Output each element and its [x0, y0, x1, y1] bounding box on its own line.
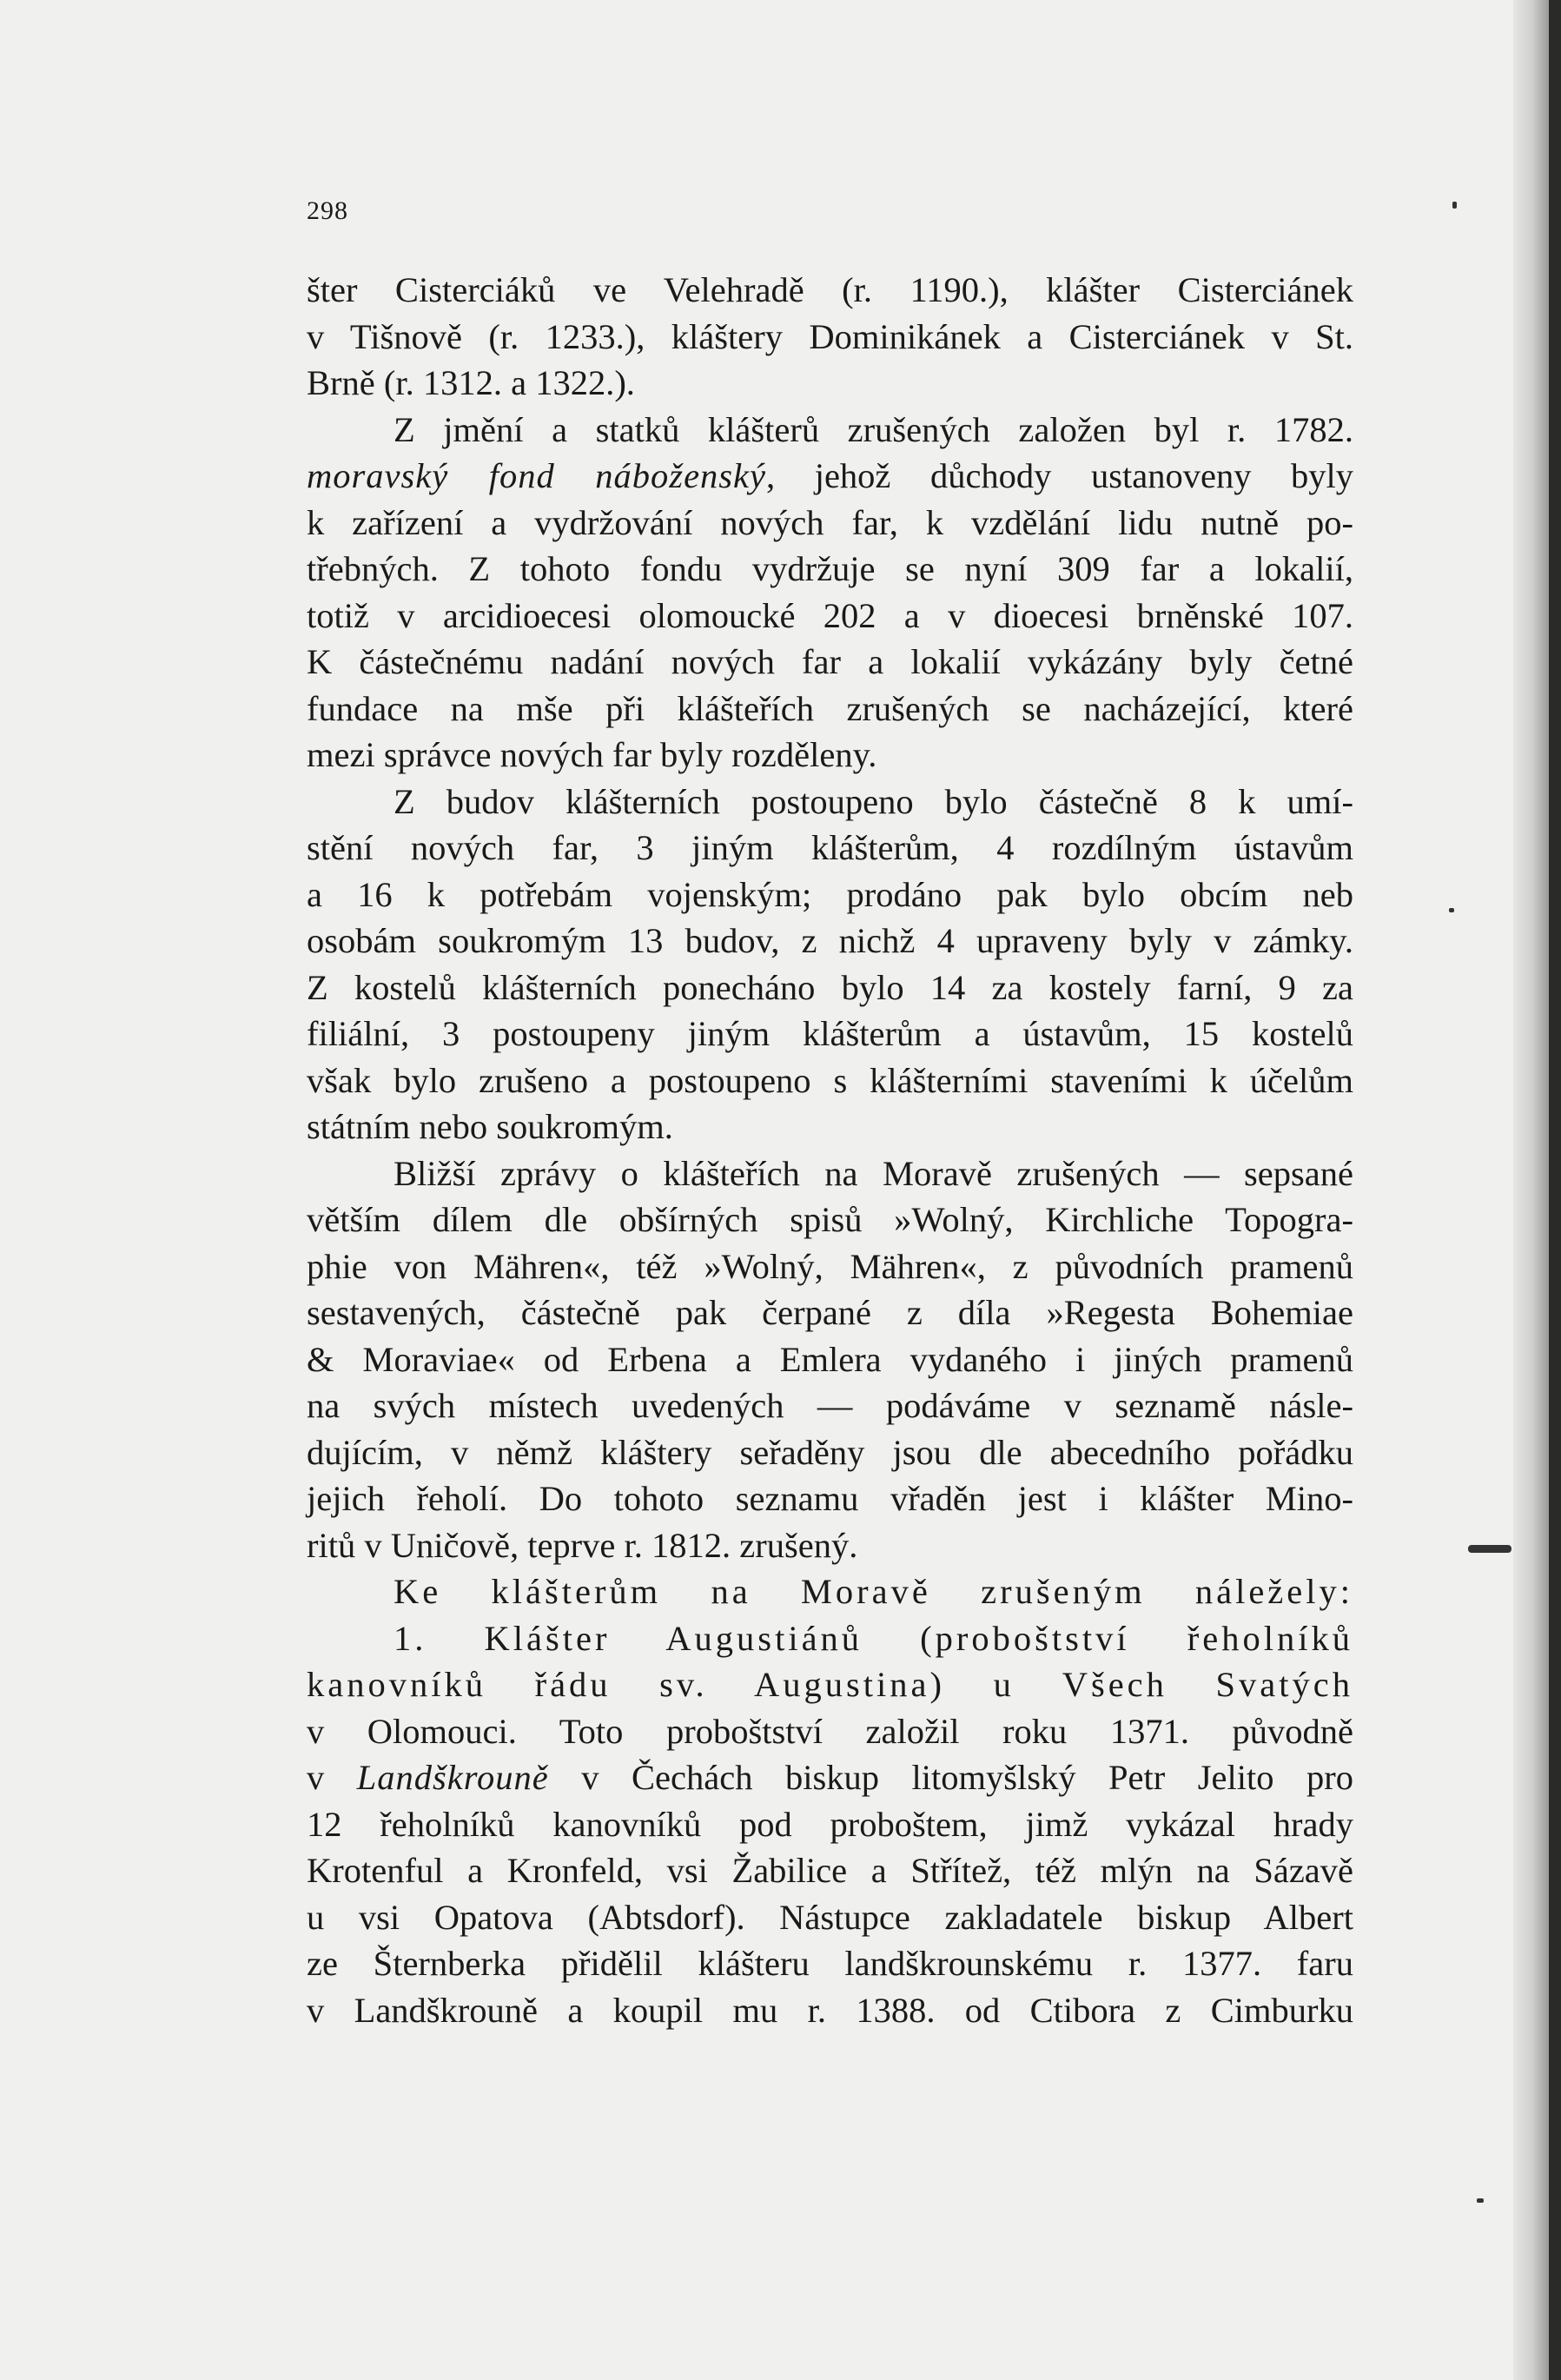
- text-run: šter Cisterciáků ve Velehradě (r. 1190.), klášter Cisterciánek: [307, 270, 1353, 309]
- paragraph: [307, 1615, 1353, 2034]
- text-line: [307, 1708, 1353, 1755]
- text-run: v: [307, 1758, 357, 1797]
- body-text: [307, 267, 1353, 2033]
- text-run: totiž v arcidioecesi olomoucké 202 a v dioecesi brněnské 107.: [307, 595, 1353, 635]
- text-run: v Olomouci. Toto proboštství založil roku 1371. původně: [307, 1711, 1353, 1751]
- text-line: [307, 1754, 1353, 1801]
- text-run: & Moraviae« od Erbena a Emlera vydaného i jiných pramenů: [307, 1339, 1353, 1379]
- text-run: ze Šternberka přidělil klášteru landškrounskému r. 1377. faru: [307, 1944, 1353, 1983]
- text-run: sestavených, částečně pak čerpané z díla »Regesta Bohemiae: [307, 1293, 1353, 1332]
- text-run: dujícím, v němž kláštery seřaděny jsou dle abecedního pořádku: [307, 1432, 1353, 1472]
- text-line: [307, 1011, 1353, 1057]
- text-line: [307, 1150, 1353, 1197]
- text-line: [307, 1429, 1353, 1476]
- text-line: [307, 314, 1353, 361]
- text-line: [307, 1475, 1353, 1522]
- paragraph: [307, 1568, 1353, 1615]
- text-line: [307, 1801, 1353, 1848]
- text-line: [307, 1382, 1353, 1429]
- text-line: [307, 1104, 1353, 1150]
- italic-text: Landškrouně: [356, 1758, 549, 1797]
- text-run: fundace na mše při klášteřích zrušených se nacházející, které: [307, 688, 1353, 728]
- text-line: [307, 872, 1353, 918]
- text-run: v Čechách biskup litomyšlský Petr Jelito pro: [548, 1758, 1354, 1797]
- text-run: v Tišnově (r. 1233.), kláštery Dominikánek a Cisterciánek v St.: [307, 316, 1353, 356]
- italic-text: moravský fond náboženský: [307, 456, 767, 495]
- text-run: třebných. Z tohoto fondu vydržuje se nyní 309 far a lokalií,: [307, 549, 1353, 588]
- text-run: ritů v Uničově, teprve r. 1812. zrušený.: [307, 1525, 858, 1565]
- text-line: [307, 593, 1353, 640]
- text-run: kanovníků řádu sv. Augustina) u Všech Svatých: [307, 1665, 1353, 1704]
- text-line: [307, 1289, 1353, 1336]
- margin-arrow-mark: [1468, 1545, 1511, 1553]
- text-line: [307, 1847, 1353, 1894]
- margin-speck: [1477, 2198, 1484, 2203]
- text-run: Bližší zprávy o klášteřích na Moravě zrušených — sepsané: [394, 1153, 1353, 1193]
- paragraph: [307, 267, 1353, 407]
- text-run: 1. Klášter Augustiánů (proboštství řeholníků: [394, 1618, 1353, 1658]
- text-run: na svých místech uvedených — podáváme v seznamě násle-: [307, 1386, 1353, 1425]
- text-line: [307, 965, 1353, 1011]
- text-line: [307, 1336, 1353, 1383]
- text-line: [307, 500, 1353, 547]
- margin-speck: [1452, 202, 1457, 209]
- text-run: větším dílem dle obšírných spisů »Wolný, Kirchliche Topogra-: [307, 1200, 1353, 1239]
- paragraph: [307, 1150, 1353, 1569]
- text-line: [307, 1057, 1353, 1104]
- text-line: [307, 407, 1353, 454]
- text-line: [307, 267, 1353, 314]
- text-line: [307, 1661, 1353, 1708]
- text-line: [307, 1243, 1353, 1290]
- text-run: filiální, 3 postoupeny jiným klášterům a ústavům, 15 kostelů: [307, 1014, 1353, 1053]
- text-line: [307, 918, 1353, 965]
- text-run: , jehož důchody ustanoveny byly: [766, 456, 1353, 495]
- text-line: [307, 1894, 1353, 1941]
- paragraph: [307, 407, 1353, 779]
- text-line: [307, 546, 1353, 593]
- text-run: Z budov klášterních postoupeno bylo částečně 8 k umí-: [394, 781, 1353, 821]
- text-run: 12 řeholníků kanovníků pod proboštem, jimž vykázal hrady: [307, 1804, 1353, 1844]
- page-edge-dark: [1549, 0, 1561, 2380]
- text-line: [307, 825, 1353, 872]
- text-run: stění nových far, 3 jiným klášterům, 4 rozdílným ústavům: [307, 828, 1353, 867]
- text-run: phie von Mähren«, též »Wolný, Mähren«, z původních pramenů: [307, 1246, 1353, 1286]
- text-run: K částečnému nadání nových far a lokalií vykázány byly četné: [307, 642, 1353, 681]
- text-run: osobám soukromým 13 budov, z nichž 4 upraveny byly v zámky.: [307, 921, 1353, 960]
- text-run: Krotenful a Kronfeld, vsi Žabilice a Střítež, též mlýn na Sázavě: [307, 1851, 1353, 1890]
- text-line: [307, 360, 1353, 407]
- text-run: státním nebo soukromým.: [307, 1107, 673, 1146]
- text-line: [307, 686, 1353, 733]
- text-run: mezi správce nových far byly rozděleny.: [307, 735, 877, 774]
- page-number: 298: [307, 196, 348, 225]
- text-run: v Landškrouně a koupil mu r. 1388. od Ctibora z Cimburku: [307, 1990, 1353, 2030]
- margin-speck: [1449, 908, 1454, 912]
- text-line: [307, 1197, 1353, 1243]
- text-run: k zařízení a vydržování nových far, k vzdělání lidu nutně po-: [307, 502, 1353, 542]
- text-run: u vsi Opatova (Abtsdorf). Nástupce zakladatele biskup Albert: [307, 1897, 1353, 1937]
- text-line: [307, 732, 1353, 779]
- text-line: [307, 639, 1353, 686]
- text-run: Z jmění a statků klášterů zrušených založen byl r. 1782.: [394, 409, 1353, 449]
- text-run: a 16 k potřebám vojenským; prodáno pak bylo obcím neb: [307, 874, 1353, 914]
- paragraph: [307, 779, 1353, 1150]
- text-line: [307, 453, 1353, 500]
- text-run: Brně (r. 1312. a 1322.).: [307, 363, 635, 402]
- text-line: [307, 1987, 1353, 2034]
- text-run: Ke klášterům na Moravě zrušeným náležely:: [394, 1572, 1353, 1611]
- text-line: [307, 1615, 1353, 1662]
- text-line: [307, 1522, 1353, 1569]
- text-line: [307, 779, 1353, 825]
- text-run: Z kostelů klášterních ponecháno bylo 14 za kostely farní, 9 za: [307, 967, 1353, 1007]
- text-line: [307, 1940, 1353, 1987]
- text-line: [307, 1568, 1353, 1615]
- text-run: však bylo zrušeno a postoupeno s klášterními staveními k účelům: [307, 1060, 1353, 1100]
- text-run: jejich řeholí. Do tohoto seznamu vřaděn jest i klášter Mino-: [307, 1479, 1353, 1518]
